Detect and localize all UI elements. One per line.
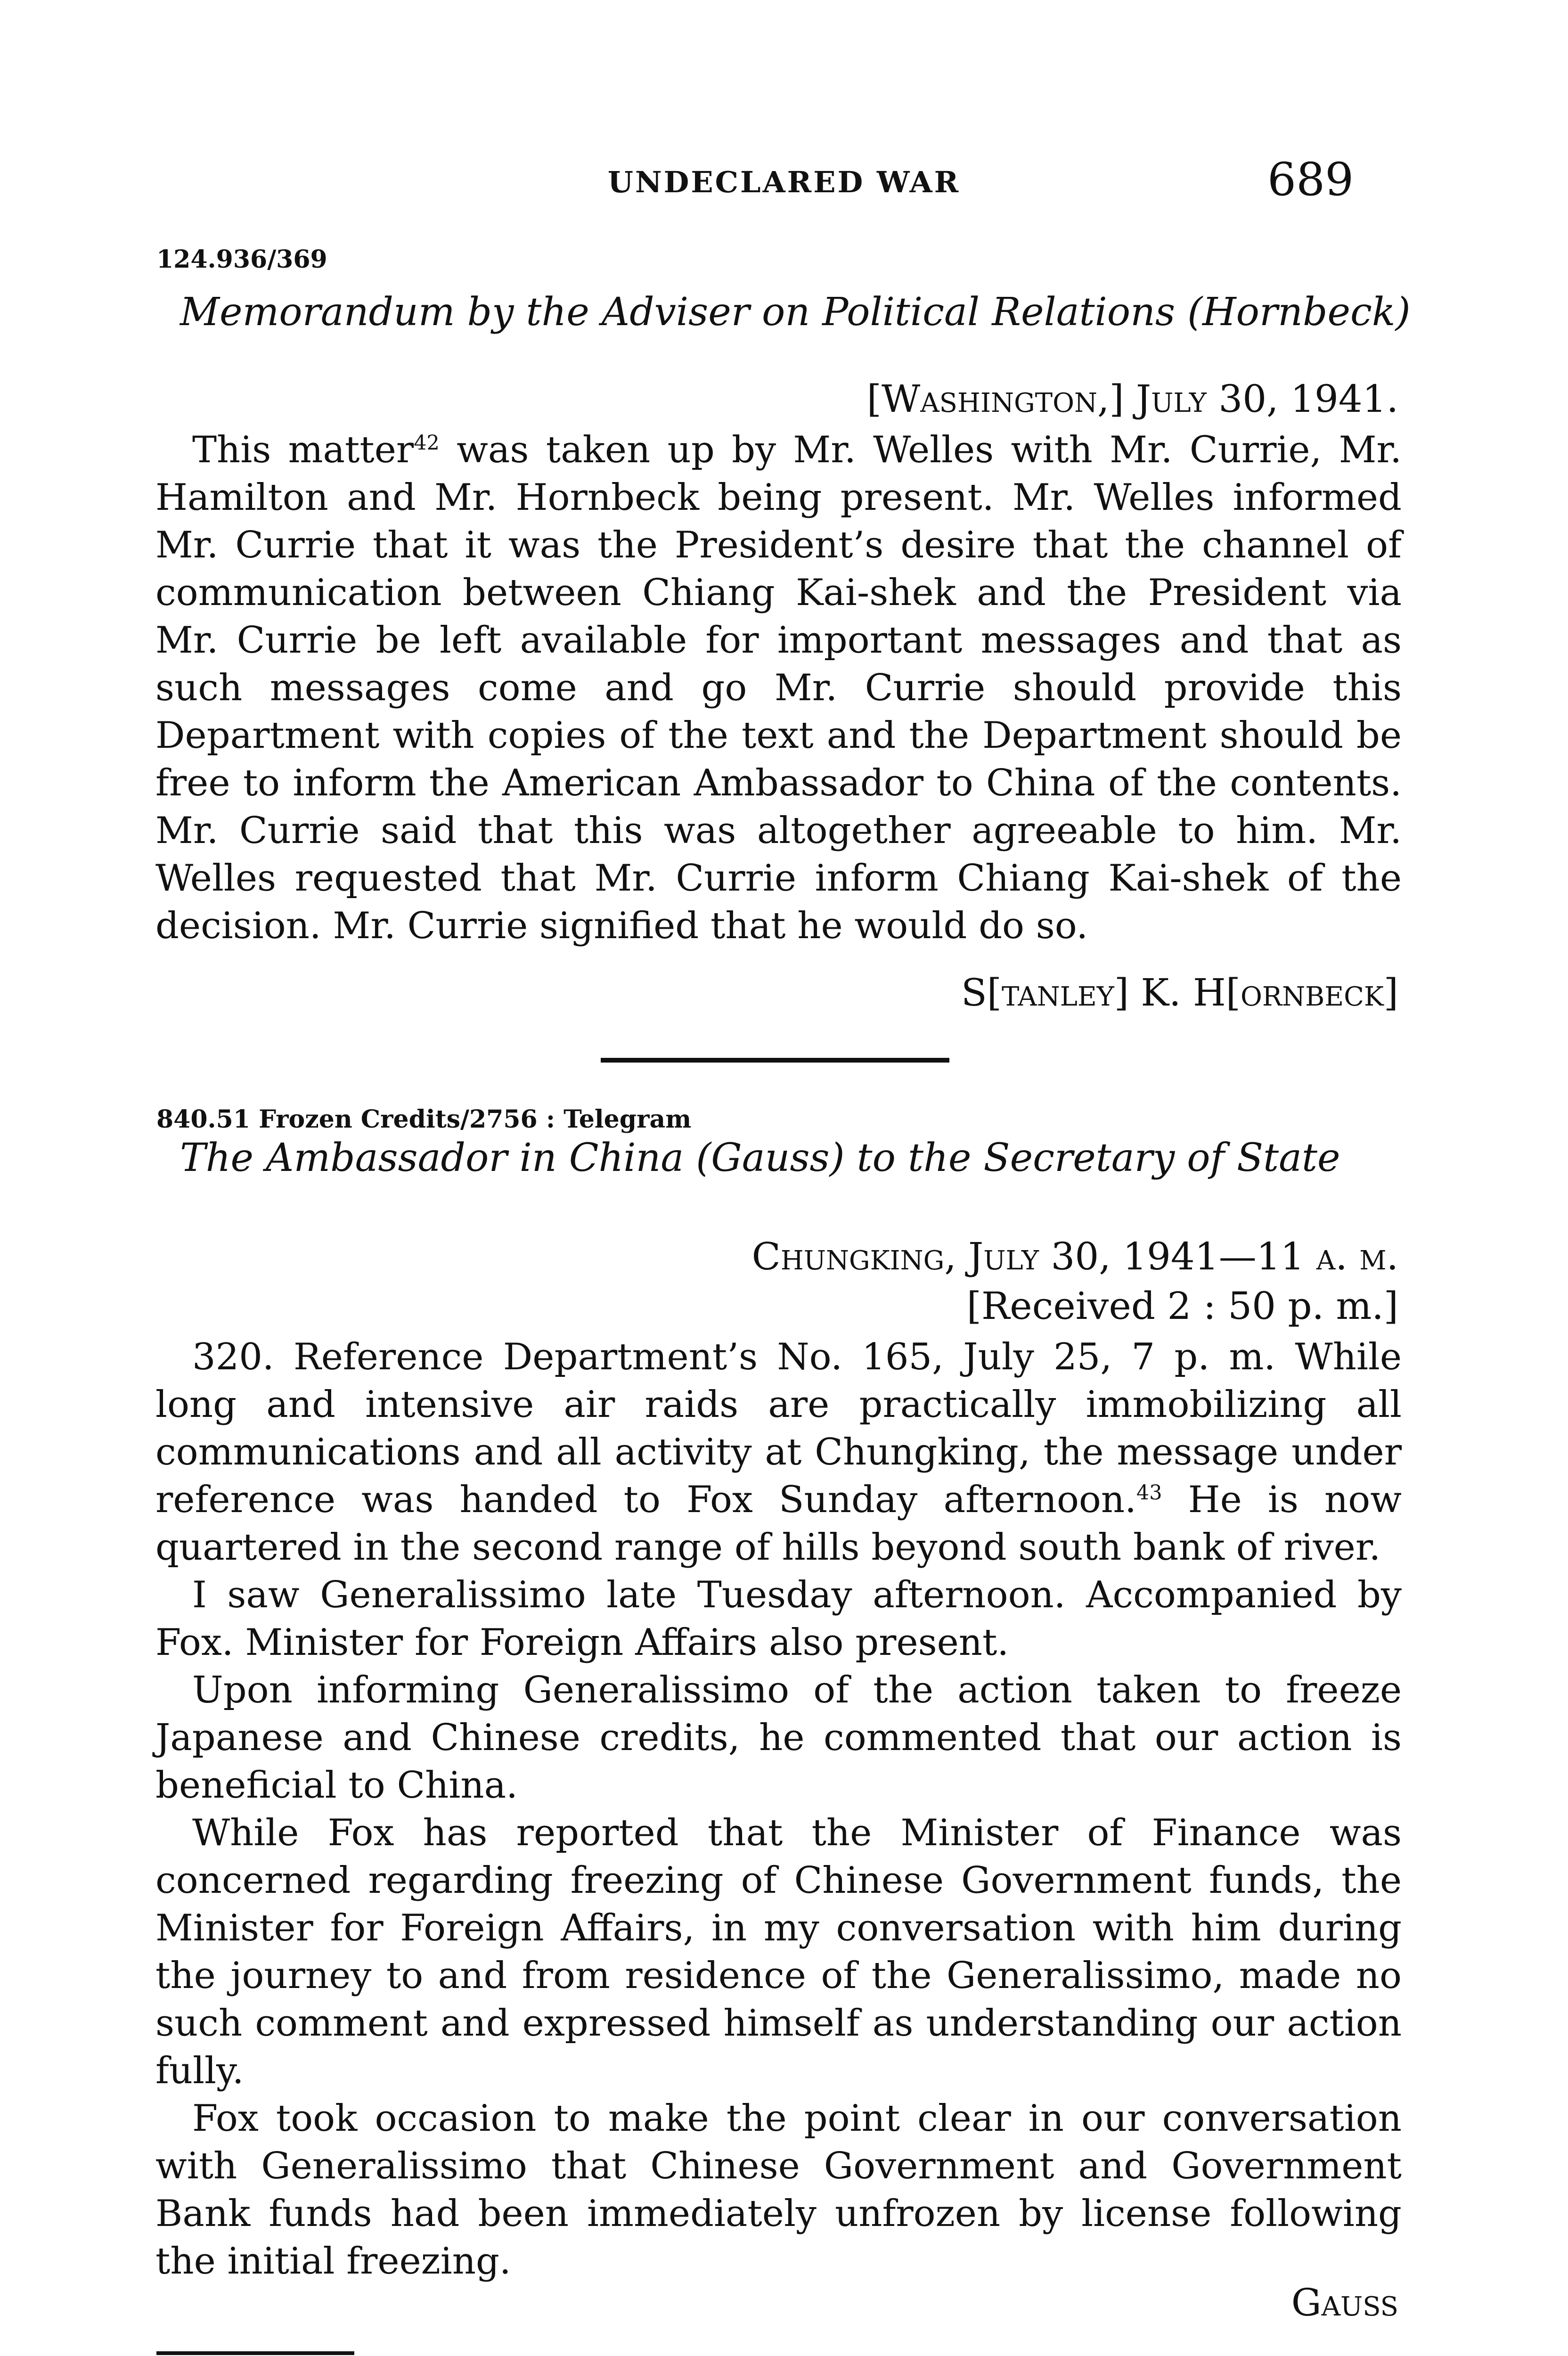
page-number: 689	[1267, 153, 1354, 206]
para1-text-start: 320. Reference Department’s No. 165, July 25, 7 p. m. While long and intensive air raids are practically immobilizing all communications and all activity at Chungking, the message under reference was handed to Fox Sunday afternoon.	[155, 1336, 1402, 1521]
document-title-1: Memorandum by the Adviser on Political Relations (Hornbeck)	[180, 290, 1411, 335]
telegram-paragraph-1	[155, 1333, 1402, 1571]
telegram-paragraph-4: While Fox has reported that the Minister of Finance was concerned regarding freezing of Chinese Government funds, the Minister for Foreign Affairs, in my conversation with him during the journey to and from residence of the Generalissimo, made no such comment and expressed himself as understanding our action fully.	[155, 1812, 1402, 2092]
dateline-2: Chungking, July 30, 1941—11 a. m.	[751, 1235, 1398, 1278]
received-note: [Received 2 : 50 p. m.]	[966, 1284, 1398, 1328]
signature-2: Gauss	[1291, 2281, 1398, 2324]
signature-1: S[tanley] K. H[ornbeck]	[961, 971, 1398, 1014]
file-number-2: 840.51 Frozen Credits/2756 : Telegram	[156, 1105, 692, 1134]
telegram-paragraph-3: Upon informing Generalissimo of the action taken to freeze Japanese and Chinese credits, he commented that our action is beneficial to China.	[155, 1669, 1402, 1807]
memo-text-start: This matter	[192, 429, 414, 471]
running-title: UNDECLARED WAR	[607, 165, 961, 199]
telegram-paragraph-5: Fox took occasion to make the point clear in our conversation with Generalissimo that Chinese Government and Government Bank funds had been immediately unfrozen by license following the initial freezing.	[155, 2097, 1402, 2282]
para1-text-rest: He is now quartered in the second range of hills beyond south bank of river.	[155, 1479, 1402, 1569]
section-divider	[601, 1058, 949, 1063]
dateline-1: [Washington,] July 30, 1941.	[866, 377, 1398, 421]
footnote-rule	[156, 2351, 354, 2355]
memorandum-paragraph	[155, 426, 1402, 950]
file-number-1: 124.936/369	[156, 245, 327, 274]
footnote-ref-43: 43	[1136, 1481, 1162, 1505]
memo-text-rest: was taken up by Mr. Welles with Mr. Currie, Mr. Hamilton and Mr. Hornbeck being present. Mr. Welles informed Mr. Currie that it was the President’s desire that the channel of communication between Chiang Kai-shek and the President via Mr. Currie be left available for important messages and that as such messages come and go Mr. Currie should provide this Department with copies of the text and the Department should be free to inform the American Ambassador to China of the contents. Mr. Currie said that this was altogether agreeable to him. Mr. Welles requested that Mr. Currie inform Chiang Kai-shek of the decision. Mr. Currie signified that he would do so.	[155, 429, 1402, 947]
footnote-ref-42: 42	[414, 431, 440, 455]
telegram-paragraph-2: I saw Generalissimo late Tuesday afternoon. Accompanied by Fox. Minister for Foreign Affairs also present.	[155, 1574, 1402, 1664]
document-title-2: The Ambassador in China (Gauss) to the Secretary of State	[180, 1136, 1340, 1180]
telegram-body	[155, 1333, 1402, 2285]
memorandum-body	[155, 426, 1402, 950]
